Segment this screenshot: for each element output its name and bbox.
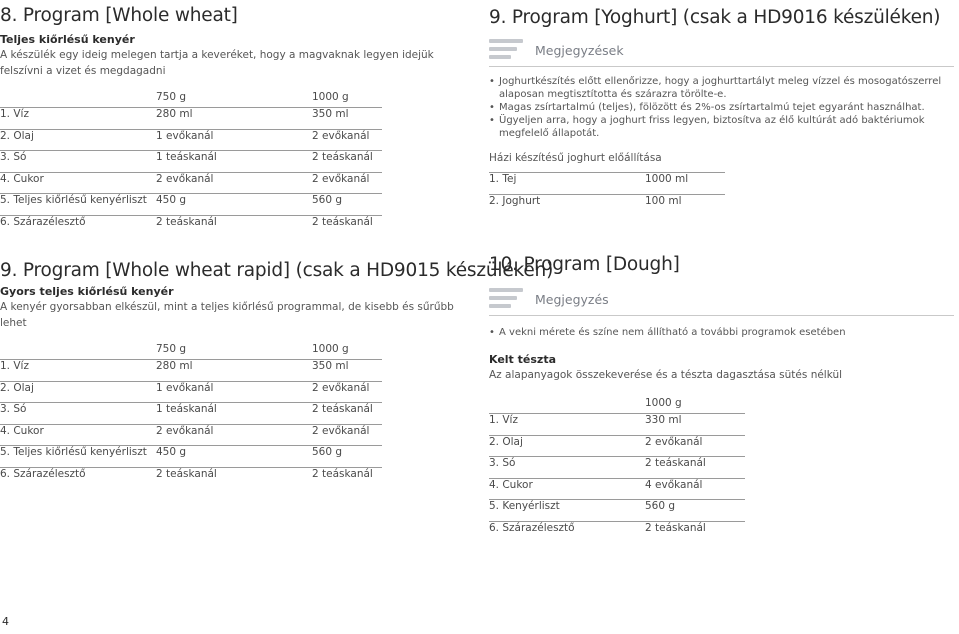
table-cell: 2 evőkanál	[312, 424, 382, 446]
table-header-cell: 1000 g	[645, 397, 682, 409]
section-subtitle: Házi készítésű joghurt előállítása	[489, 152, 662, 164]
table-cell: 3. Só	[489, 457, 645, 479]
table-cell: 280 ml	[156, 108, 312, 130]
section-description: A kenyér gyorsabban elkészül, mint a teljes kiőrlésű programmal, de kisebb és sűrűbb lehet	[0, 301, 454, 329]
list-item: • Joghurtkészítés előtt ellenőrizze, hogy a joghurttartályt meleg vízzel és mosogatószerrel alaposan megtisztította és szárazra törölte-e.	[489, 75, 954, 101]
table-row	[0, 360, 382, 382]
table-cell: 1. Víz	[489, 414, 645, 436]
table-row	[0, 172, 382, 194]
table-row	[0, 108, 382, 130]
section-program-8	[0, 4, 470, 236]
table-header-cell	[0, 339, 156, 360]
table-header-cell: 1000 g	[312, 91, 349, 103]
table-row	[489, 478, 745, 500]
table-cell: 2 teáskanál	[312, 151, 382, 173]
table-row	[0, 215, 382, 236]
table-cell: 560 g	[645, 500, 745, 522]
table-cell: 5. Kenyérliszt	[489, 500, 645, 522]
notes-list	[489, 326, 954, 339]
table-row	[489, 435, 745, 457]
table-cell: 1. Víz	[0, 108, 156, 130]
section-title: 9. Program [Yoghurt] (csak a HD9016 készüléken)	[489, 7, 941, 28]
table-row	[0, 424, 382, 446]
table-row	[0, 194, 382, 216]
table-row	[0, 446, 382, 468]
section-title: 9. Program [Whole wheat rapid] (csak a HD9015 készüléken)	[0, 260, 554, 281]
table-cell: 1. Víz	[0, 360, 156, 382]
table-header-row	[0, 339, 382, 360]
notes-title: Megjegyzés	[535, 291, 609, 307]
table-cell: 5. Teljes kiőrlésű kenyérliszt	[0, 446, 156, 468]
table-header-cell: 750 g	[156, 343, 187, 355]
table-cell: 2 evőkanál	[156, 424, 312, 446]
table-cell: 5. Teljes kiőrlésű kenyérliszt	[0, 194, 156, 216]
table-row	[489, 414, 745, 436]
table-cell: 4. Cukor	[0, 424, 156, 446]
table-cell: 350 ml	[312, 360, 382, 382]
section-subtitle: Gyors teljes kiőrlésű kenyér	[0, 285, 174, 298]
table-row	[0, 151, 382, 173]
table-cell: 1 evőkanál	[156, 129, 312, 151]
table-cell: 2. Olaj	[0, 129, 156, 151]
table-row	[489, 521, 745, 542]
table-cell: 350 ml	[312, 108, 382, 130]
table-row	[0, 467, 382, 488]
table-row	[489, 194, 725, 215]
table-cell: 1 teáskanál	[156, 403, 312, 425]
table-header-row	[489, 393, 745, 414]
table-cell: 2 evőkanál	[156, 172, 312, 194]
table-cell: 4. Cukor	[0, 172, 156, 194]
notes-icon	[489, 284, 525, 314]
table-cell: 6. Szárazélesztő	[489, 521, 645, 542]
table-header-cell	[489, 393, 645, 414]
section-description: A készülék egy ideig melegen tartja a keveréket, hogy a magvaknak legyen idejük felszívni a vizet és megdagadni	[0, 49, 434, 77]
ingredients-table	[0, 87, 382, 236]
list-item: • Magas zsírtartalmú (teljes), fölözött és 2%-os zsírtartalmú tejet egyaránt használhat.	[489, 101, 954, 114]
table-row	[0, 403, 382, 425]
table-cell: 2 teáskanál	[156, 467, 312, 488]
table-cell: 450 g	[156, 446, 312, 468]
section-program-10	[489, 253, 954, 542]
table-cell: 3. Só	[0, 151, 156, 173]
notes-header	[489, 34, 954, 67]
table-cell: 330 ml	[645, 414, 745, 436]
table-row	[489, 457, 745, 479]
table-cell: 2 evőkanál	[312, 172, 382, 194]
section-subtitle: Kelt tészta	[489, 353, 556, 366]
table-cell: 2 teáskanál	[645, 457, 745, 479]
table-cell: 1 teáskanál	[156, 151, 312, 173]
table-cell: 2. Olaj	[489, 435, 645, 457]
table-cell: 560 g	[312, 446, 382, 468]
table-cell: 2. Joghurt	[489, 194, 645, 215]
table-cell: 560 g	[312, 194, 382, 216]
table-cell: 100 ml	[645, 194, 725, 215]
section-title: 8. Program [Whole wheat]	[0, 5, 238, 26]
section-program-9-yoghurt	[489, 6, 954, 215]
table-cell: 4 evőkanál	[645, 478, 745, 500]
table-cell: 1. Tej	[489, 173, 645, 195]
section-description: Az alapanyagok összekeverése és a tészta dagasztása sütés nélkül	[489, 369, 843, 381]
table-cell: 2 evőkanál	[312, 381, 382, 403]
table-cell: 4. Cukor	[489, 478, 645, 500]
table-row	[0, 381, 382, 403]
table-cell: 3. Só	[0, 403, 156, 425]
table-cell: 6. Szárazélesztő	[0, 215, 156, 236]
page-number: 4	[2, 615, 9, 628]
table-cell: 1 evőkanál	[156, 381, 312, 403]
table-row	[489, 173, 725, 195]
table-header-cell	[0, 87, 156, 108]
table-cell: 2 teáskanál	[312, 215, 382, 236]
table-cell: 2. Olaj	[0, 381, 156, 403]
table-row	[489, 500, 745, 522]
list-item: • A vekni mérete és színe nem állítható a további programok esetében	[489, 326, 954, 339]
list-item: • Ügyeljen arra, hogy a joghurt friss legyen, biztosítva az élő kultúrát adó baktériumok megfelelő állapotát.	[489, 114, 954, 140]
table-cell: 2 teáskanál	[645, 521, 745, 542]
table-cell: 2 teáskanál	[312, 467, 382, 488]
table-cell: 1000 ml	[645, 173, 725, 195]
table-header-row	[0, 87, 382, 108]
table-cell: 6. Szárazélesztő	[0, 467, 156, 488]
section-subtitle: Teljes kiőrlésű kenyér	[0, 33, 135, 46]
notes-title: Megjegyzések	[535, 42, 624, 58]
table-row	[0, 129, 382, 151]
table-header-cell: 1000 g	[312, 343, 349, 355]
table-cell: 2 teáskanál	[156, 215, 312, 236]
ingredients-table	[489, 393, 745, 542]
table-header-cell: 750 g	[156, 91, 187, 103]
table-cell: 2 teáskanál	[312, 403, 382, 425]
notes-header	[489, 283, 954, 316]
section-title: 10. Program [Dough]	[489, 254, 680, 275]
table-cell: 280 ml	[156, 360, 312, 382]
table-cell: 2 evőkanál	[645, 435, 745, 457]
notes-icon	[489, 35, 525, 65]
table-cell: 450 g	[156, 194, 312, 216]
notes-list	[489, 75, 954, 140]
ingredients-table	[489, 172, 725, 215]
ingredients-table	[0, 339, 382, 488]
table-cell: 2 evőkanál	[312, 129, 382, 151]
